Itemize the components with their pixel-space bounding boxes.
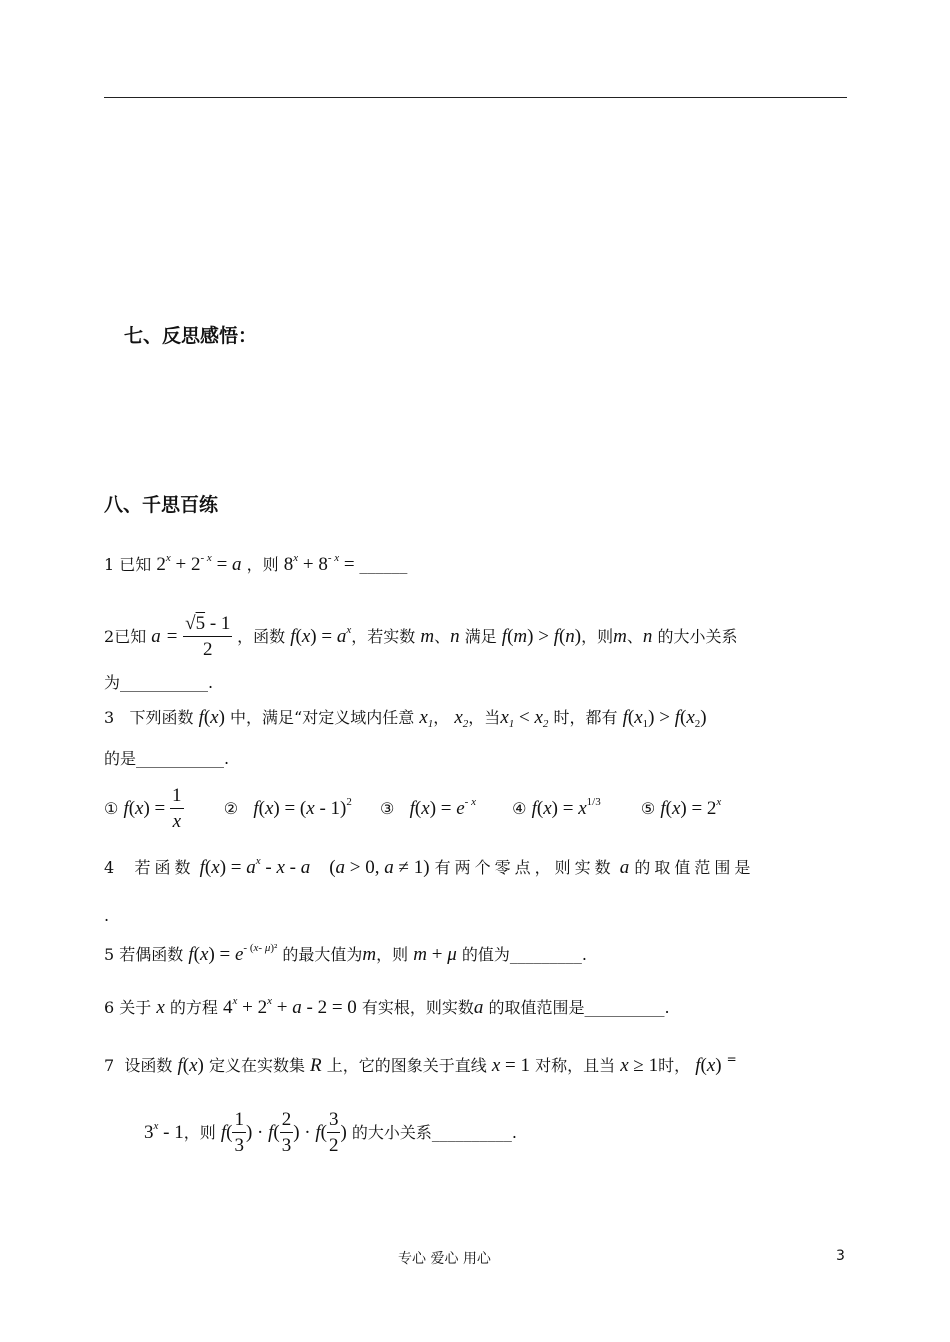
q2-period: . [208,673,214,692]
q5-text: ，则 [376,945,409,964]
q7-number: 7 [104,1056,115,1075]
q3-option-3: ③ $f(x) = e^{- x}$ [380,796,476,819]
q3-text: ， [433,708,450,727]
q7-period: . [511,1123,517,1142]
q7-text: 上，它的图象关于直线 [326,1056,487,1075]
q3-text: 下列函数 [129,708,194,727]
q2-a-definition: a = $\frac{√5 - 1}{2}$ [151,626,237,647]
q4-line: 4 若函数 $f(x) = a^x - x - a$ (a > 0, a ≠ 1) 有两个零点，则实数 a 的取值范围是 [104,855,755,878]
q6-text: 有实根，则实数 [361,998,474,1017]
q2-line-2 [104,670,213,693]
q2-text: ，若实数 [351,626,416,646]
q2-text: 满足 [464,626,497,646]
q4-text: 的取值范围是 [634,858,755,877]
q3-text: 中，满足“对定义域内任意 [230,708,415,727]
q5-period: . [581,945,587,964]
q1-answer-blank: ______ [359,555,408,574]
q7-line-2: 3$^x$ - 1，则 f( $\frac{1}{3}$ ) · f( $\frac{2}{3}$ ) · f( $\frac{3}{2}$ ) 的大小关系__________. [144,1109,517,1156]
q7-text: 对称，且当 [535,1056,616,1075]
q4-text: 若函数 [134,858,195,877]
footer-motto: 专心 爱心 用心 [398,1251,491,1267]
q7-line: 7 设函数 f(x) 定义在实数集 R 上，它的图象关于直线 x = 1 对称，且当 x ≥ 1时， f(x) = [104,1052,737,1076]
q2-text: 、 [434,626,451,646]
q3-option-4: ④ $f(x) = x^{1/3}$ [512,796,601,819]
q2-text: 、 [626,626,643,646]
q2-fraction: $\frac{√5 - 1}{2}$ [185,613,231,660]
q3-option-1-fraction: $\frac{1}{x}$ [172,785,182,832]
q6-number: 6 [104,998,115,1017]
q5-line: 5 若偶函数 $f(x) = e^{- (x- \mu)^2}$ 的最大值为m，则 m + μ 的值为_________. [104,942,587,965]
q3-options [104,784,721,835]
q1-number: 1 [104,555,115,574]
q2-text: ，则 [581,626,614,646]
q4-period: . [104,906,110,925]
section-seven-title: 七、反思感悟： [124,325,258,347]
q3-text: 时，都有 [553,708,618,727]
q6-answer-blank: __________ [584,998,665,1017]
q6-text: 的方程 [169,998,218,1017]
q7-text: ，则 [183,1123,216,1142]
q1-text: 已知 [119,555,152,574]
q2-text: 已知 [114,626,147,646]
q4-text: 有两个零点，则实数 [434,858,615,877]
q4-number: 4 [104,858,115,877]
q6-period: . [664,998,670,1017]
q3-number: 3 [104,708,115,727]
q5-number: 5 [104,945,115,964]
q2-function: f [290,625,296,647]
q2-condition: f [501,625,508,647]
q1-line [104,552,407,576]
q7-text: 定义在实数集 [208,1056,305,1075]
q2-text: 为 [104,673,121,692]
q3-option-2: ② f(x) = (x - 1)$^2$ [223,796,352,819]
q5-answer-blank: _________ [509,945,582,964]
q3-option-5: ⑤ $f(x) = 2^x$ [640,796,722,819]
page-number: 3 [836,1248,845,1264]
q2-line: 2已知 a = $\frac{√5 - 1}{2}$ ，函数 $f(x) = a^x$，若实数 m、n 满足 f(m) > f(n)，则m、n 的大小关系 [104,612,738,663]
q3-option-1: ① f(x) = $\frac{1}{x}$ [104,799,189,818]
q5-text: 若偶函数 [119,945,184,964]
q7-answer-blank: __________ [431,1123,512,1142]
q3-line-2 [104,746,229,769]
q2-number: 2 [104,626,115,646]
q7-equals: = [726,1052,737,1066]
q6-line: 6 关于 x 的方程 $4^x + 2^x + a - 2 = 0$ 有实根，则实数a 的取值范围是__________. [104,995,670,1018]
q3-period: . [224,749,230,768]
q3-answer-blank: ___________ [136,749,225,768]
q5-text: 的值为 [461,945,510,964]
q1-given-equation: $2^x + 2^{- x} = a$ [156,552,242,575]
q5-text: 的最大值为 [282,945,363,964]
q3-text: ，当 [468,708,501,727]
q1-text: ，则 [246,555,279,574]
q6-text: 关于 [119,998,152,1017]
q1-target-expression: $8^x + 8^{- x}$ = [283,552,360,575]
q2-answer-blank: ___________ [120,673,209,692]
q3-text: 的是 [104,749,137,768]
q2-text: 的大小关系 [657,626,738,646]
section-eight-title: 八、千思百练 [104,494,219,516]
header-rule [104,97,847,98]
q7-text: 的大小关系 [351,1123,432,1142]
q3-line: 3 下列函数 f(x) 中，满足“对定义域内任意 $x_1$， $x_2$，当$x_1 < x_2$ 时，都有 $f(x_1) > f(x_2)$ [104,707,707,730]
q7-text: 设函数 [124,1056,173,1075]
q7-text: 时， [658,1056,691,1075]
q6-text: 的取值范围是 [488,998,585,1017]
q2-text: ，函数 [237,626,286,646]
